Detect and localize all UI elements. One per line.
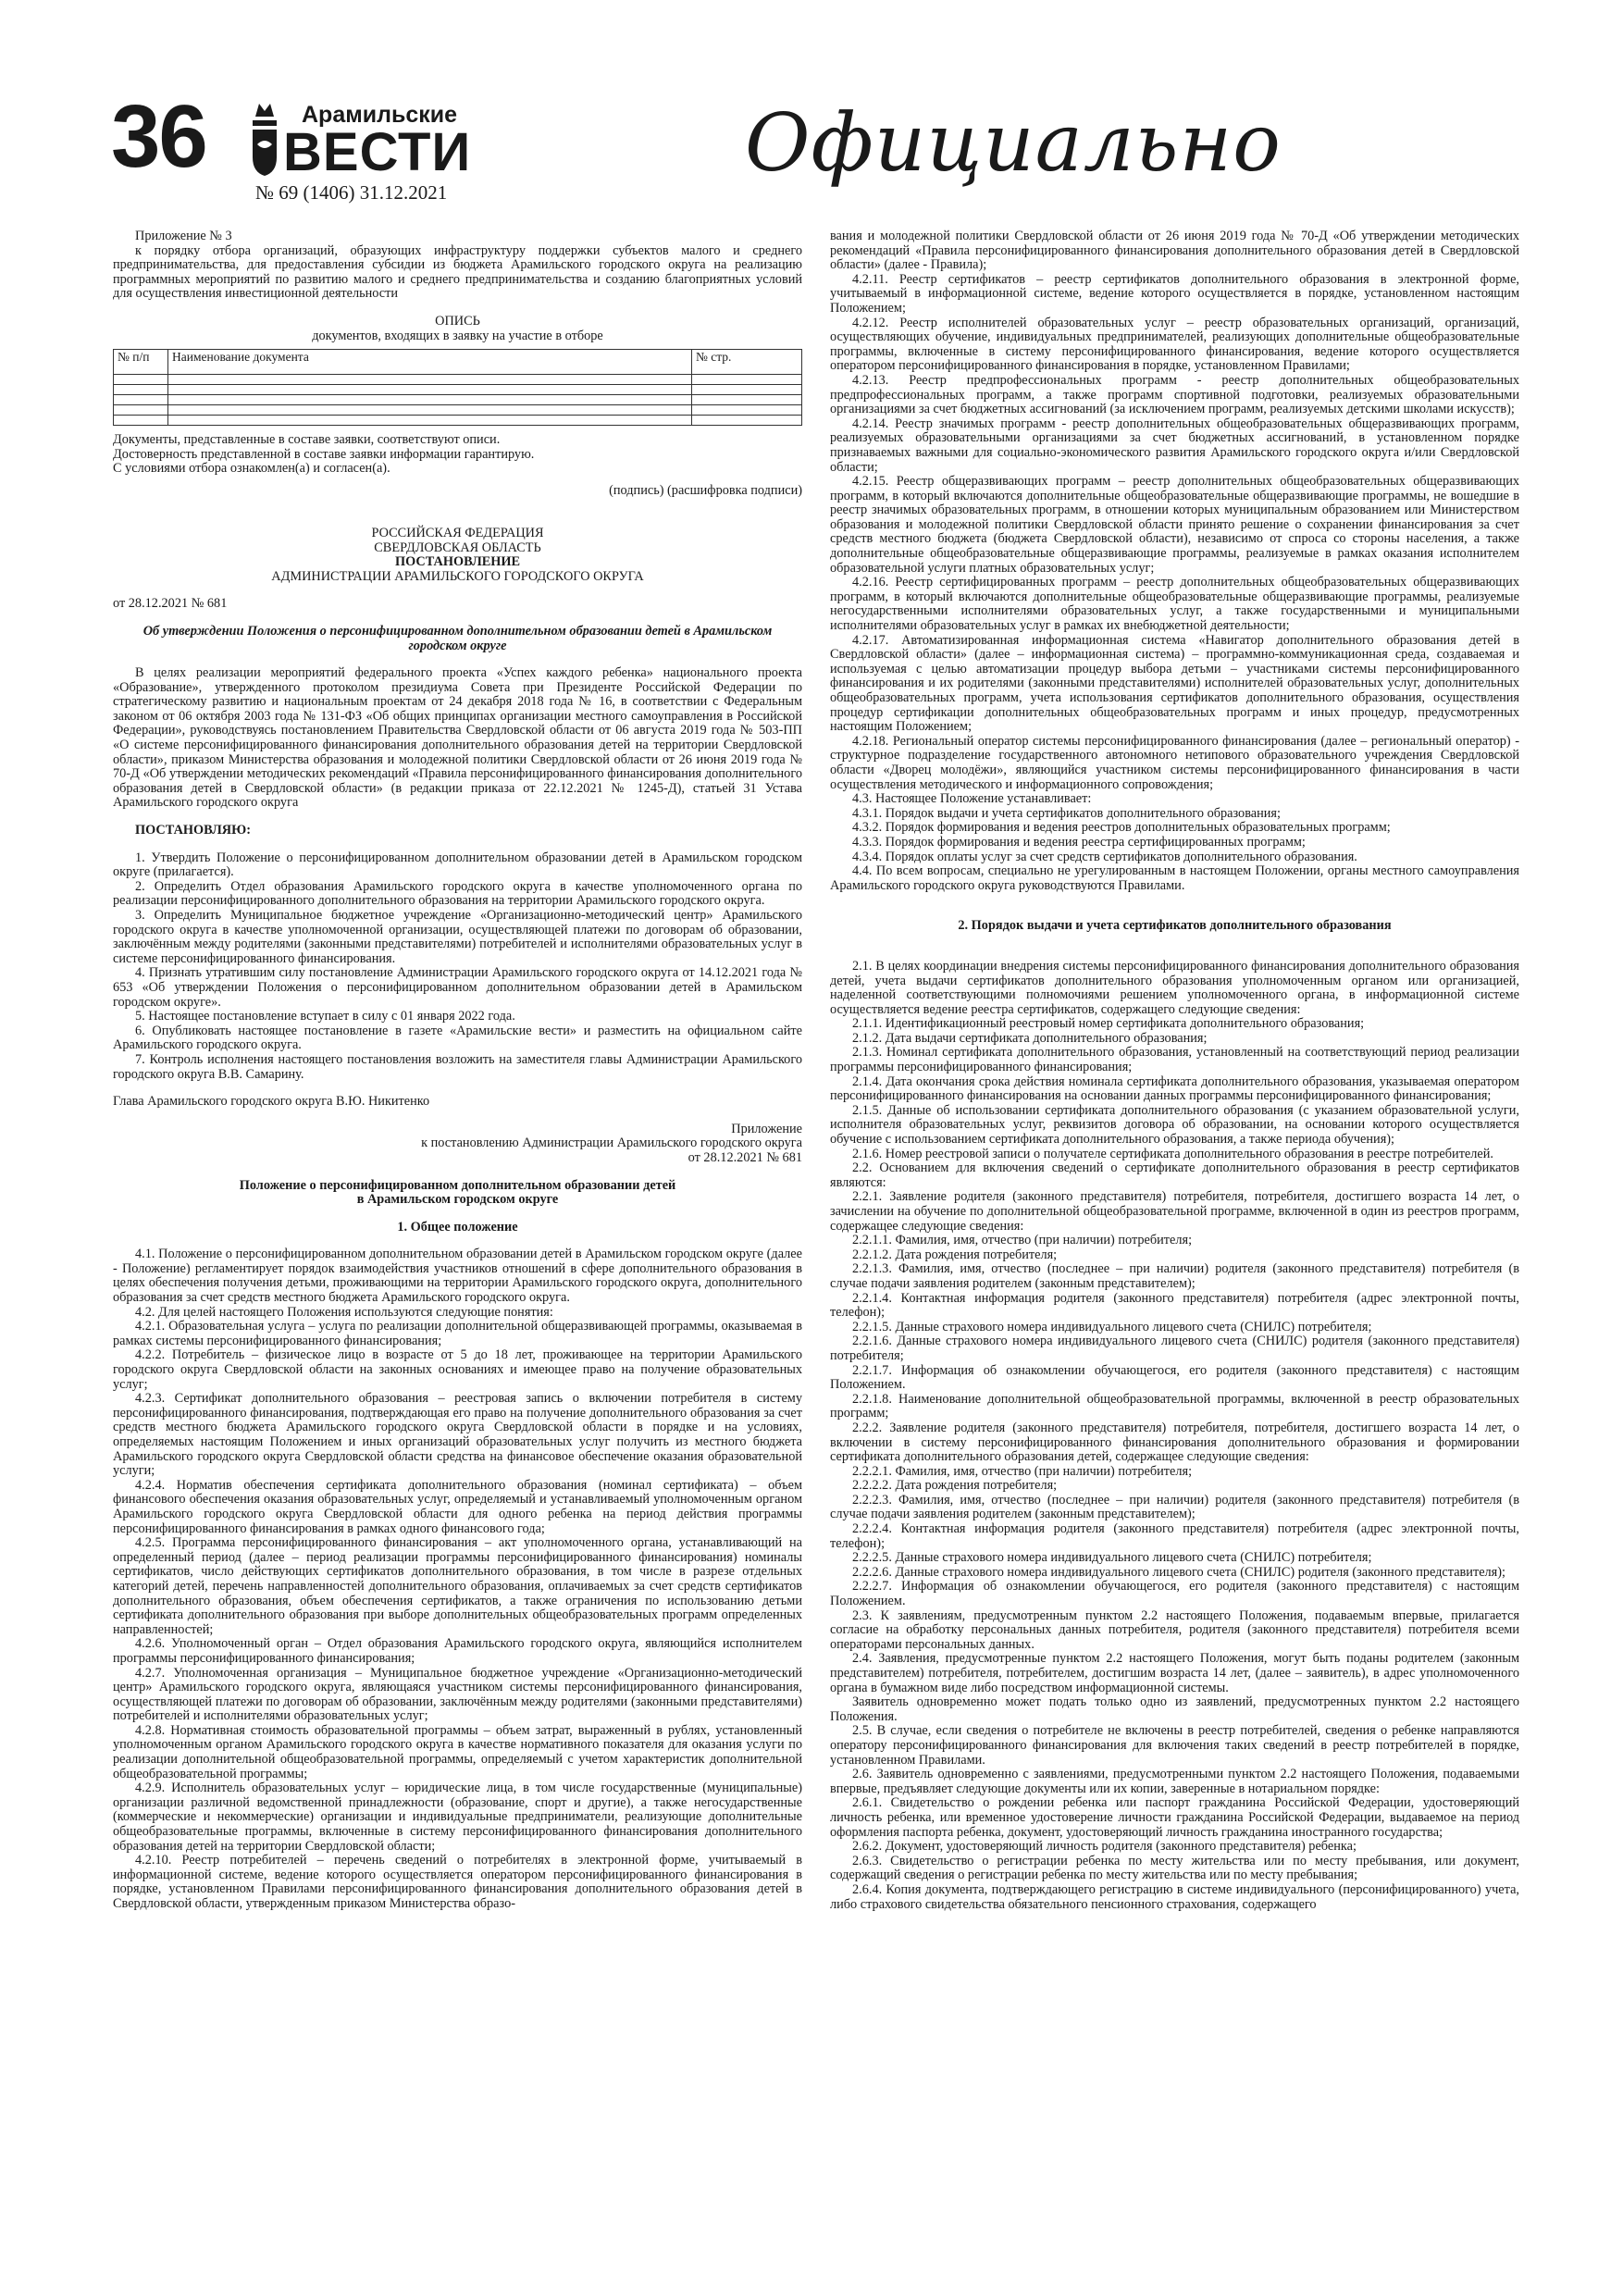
issue-number: № 69 (1406) 31.12.2021 (255, 181, 448, 204)
clause: 4.2.17. Автоматизированная информационная система «Навигатор дополнительного образования детей в Свердловской области» (далее – информационная система) – программно-коммуникационная среда, создаваемая и используемая с целью автоматизации процедур выбора детьми – участниками системы персонифицированного финансирования и их родителями (законными представителями) исполнителей образовательных услуг, дополнительных общеобразовательных программ, учета использования сертификатов дополнительного образования, осуществления процедур сертификации дополнительных общеобразовательных программ и иных процедур, предусмотренных настоящим Положением; (830, 632, 1519, 735)
clause: 2.2.1.7. Информация об ознакомлении обучающегося, его родителя (законного представителя) с настоящим Положением. (830, 1362, 1519, 1393)
clause: 2.6.3. Свидетельство о регистрации ребенка по месту жительства или по месту пребывания, или документ, содержащий сведения о регистрации ребенка по месту жительства или по месту пребывания; (830, 1853, 1519, 1883)
clause: 2.2.1.5. Данные страхового номера индивидуального лицевого счета (СНИЛС) потребителя; (852, 1319, 1372, 1334)
regulation-title: Положение о персонифицированном дополнительном образовании детей (239, 1177, 676, 1193)
clause: 2.5. В случае, если сведения о потребителе не включены в реестр потребителей, сведения о ребенке направляются оператору персонифицированного финансирования для включения таких сведений в реестр потребителей в порядке, установленном Правилами. (830, 1723, 1519, 1768)
appendix3-title: Приложение № 3 (135, 229, 232, 243)
decree-item: 6. Опубликовать настоящее постановление в газете «Арамильские вести» и разместить на официальном сайте Арамильского городского округа. (113, 1023, 802, 1053)
clause: 2.2.2.4. Контактная информация родителя (законного представителя) потребителя (адрес электронной почты, телефон); (830, 1521, 1519, 1551)
clause: 4.2.13. Реестр предпрофессиональных программ - реестр дополнительных общеобразовательных предпрофессиональных программ, а также программ спортивной подготовки, реализуемых образовательными организациями за счет бюджетных ассигнований (за исключением программ, реализуемых детскими школами искусств); (830, 372, 1519, 417)
clause: 2.1.3. Номинал сертификата дополнительного образования, установленный на соответствующий период реализации программы персонифицированного финансирования; (830, 1045, 1519, 1075)
appendix-line: к постановлению Администрации Арамильского городского округа (421, 1136, 802, 1151)
clause: 2.2.1.4. Контактная информация родителя (законного представителя) потребителя (адрес электронной почты, телефон); (830, 1290, 1519, 1321)
decree-item: 1. Утвердить Положение о персонифицированном дополнительном образовании детей в Арамильском городском округе (прилагается). (113, 850, 802, 880)
clause: 4.2. Для целей настоящего Положения используются следующие понятия: (135, 1304, 553, 1320)
clause: 4.1. Положение о персонифицированном дополнительном образовании детей в Арамильском городском округе (далее - Положение) регламентирует порядок взаимодействия участников отношений в сфере дополнительного образования в целях обеспечения получения детьми, проживающими на территории Арамильского городского округа, дополнительного образования за счет средств местного бюджета Арамильского городского округа. (113, 1247, 802, 1306)
table-row (114, 375, 802, 385)
clause: 4.2.12. Реестр исполнителей образовательных услуг – реестр образовательных организаций, организаций, осуществляющих обучение, индивидуальных предпринимателей, реализующих дополнительные общеобразовательные программы, включенные в систему персонифицированного финансирования, ведение которого осуществляется оператором персонифицированного финансирования в порядке, установленном Правилами; (830, 315, 1519, 374)
table-row (114, 385, 802, 395)
postanovlyayu: ПОСТАНОВЛЯЮ: (135, 823, 251, 838)
clause: 2.6.2. Документ, удостоверяющий личность родителя (законного представителя) ребенка; (852, 1839, 1357, 1855)
appendix3-text: к порядку отбора организаций, образующих инфраструктуру поддержки субъектов малого и среднего предпринимательства, для предоставления субсидии из бюджета Арамильского городского округа на реализацию программных мероприятий по развитию малого и среднего предпринимательства и созданию благоприятных условий для осуществления инвестиционной деятельности (113, 242, 802, 302)
opis-title: ОПИСЬ (435, 313, 480, 329)
signature-labels: (подпись) (расшифровка подписи) (609, 482, 802, 498)
clause: 4.2.7. Уполномоченная организация – Муниципальное бюджетное учреждение «Организационно-методический центр» Арамильского городского округа, являющаяся участником системы персонифицированного финансирования, осуществляющей платежи по договорам об образовании, заключённым между родителями (законными представителями) потребителей и исполнителями образовательных услуг; (113, 1665, 802, 1724)
clause: 4.2.18. Региональный оператор системы персонифицированного финансирования (далее – региональный оператор) - структурное подразделение государственного автономного нетипового образовательного учреждения Свердловской области «Дворец молодёжи», являющийся участником системы персонифицированного финансирования в части осуществления методического и информационного сопровождения; (830, 733, 1519, 792)
clause: 2.4. Заявления, предусмотренные пунктом 2.2 настоящего Положения, могут быть поданы родителем (законным представителем) потребителя, потребителем, достигшим возраста 14 лет, (далее – заявитель), в адрес уполномоченного органа в бумажном виде либо посредством информационной системы. (830, 1651, 1519, 1695)
signature-block (113, 477, 802, 514)
table-row (114, 405, 802, 416)
clause: 4.2.14. Реестр значимых программ - реестр дополнительных общеобразовательных общеразвивающих программ, реализуемых образовательными организациями за счет бюджетных ассигнований, в установленном порядке признаваемых важными для социально-экономического развития Арамильского городского округа и/или Свердловской области; (830, 416, 1519, 475)
decree-item: 7. Контроль исполнения настоящего постановления возложить на заместителя главы Администрации Арамильского городского округа В.В. Самарину. (113, 1051, 802, 1082)
table-header: Наименование документа (168, 350, 692, 375)
clause: 2.1.4. Дата окончания срока действия номинала сертификата дополнительного образования, указываемая оператором персонифицированного финансирования на основании данных программы персонифицированного финансирования; (830, 1074, 1519, 1104)
decree-item: 4. Признать утратившим силу постановление Администрации Арамильского городского округа от 14.12.2021 года № 653 «Об утверждении Положения о персонифицированном дополнительном образовании детей в Арамильском городском округе». (113, 965, 802, 1010)
clause: 4.2.2. Потребитель – физическое лицо в возрасте от 5 до 18 лет, проживающее на территории Арамильского городского округа Свердловской области на законных основаниях и имеющее право на получение образовательных услуг; (113, 1347, 802, 1392)
rf-line: СВЕРДЛОВСКАЯ ОБЛАСТЬ (374, 540, 541, 555)
page-header (0, 0, 1623, 231)
rf-line: АДМИНИСТРАЦИИ АРАМИЛЬСКОГО ГОРОДСКОГО ОКРУГА (271, 568, 644, 584)
clause: 4.2.15. Реестр общеразвивающих программ – реестр дополнительных общеобразовательных общеразвивающих программ, в который включаются дополнительные общеобразовательные общеразвивающие программы, не вошедшие в реестр значимых образовательных программ, в отношении которых муниципальным образованием или Министерством образования и молодежной политики Свердловской области принято решение о сохранении финансирования за счет средств местного бюджета (бюджета Свердловской области), независимо от спроса со стороны населения, а также дополнительные общеобразовательные общеразвивающие программы, реализуемые в рамках оказания исполнителем образовательной услуги платных образовательных услуг; (830, 474, 1519, 576)
clause: 4.2.6. Уполномоченный орган – Отдел образования Арамильского городского округа, являющийся исполнителем программы персонифицированного финансирования; (113, 1636, 802, 1666)
clause: 4.2.8. Нормативная стоимость образовательной программы – объем затрат, выраженный в рублях, установленный уполномоченным органом Арамильского городского округа в качестве нормативного показателя для оказания услуги по реализации дополнительной общеобразовательной программы, определяемый с учетом характеристик дополнительной общеобразовательной программы; (113, 1722, 802, 1781)
page-number: 36 (111, 87, 206, 186)
table-row (114, 416, 802, 426)
decree-title: Об утверждении Положения о персонифицированном дополнительном образовании детей в Арамильском городском округе (142, 623, 773, 653)
brand-logo: ВЕСТИ (283, 122, 472, 182)
regulation-title: в Арамильском городском округе (356, 1192, 559, 1208)
clause: 2.3. К заявлениям, предусмотренным пунктом 2.2 настоящего Положения, подаваемым впервые, прилагается согласие на обработку персональных данных потребителя, родителя (законного представителя) потребителя всеми операторами персональных данных. (830, 1607, 1519, 1652)
clause: Заявитель одновременно может подать только одно из заявлений, предусмотренных пунктом 2.2 настоящего Положения. (830, 1694, 1519, 1724)
clause: 2.2.1.3. Фамилия, имя, отчество (последнее – при наличии) родителя (законного представителя) потребителя (в случае подачи заявления родителем (законным представителем); (830, 1261, 1519, 1291)
opis-subtitle: документов, входящих в заявку на участие в отборе (312, 328, 603, 343)
clause: 4.4. По всем вопросам, специально не урегулированным в настоящем Положении, органы местного самоуправления Арамильского городского округа руководствуются Правилами. (830, 863, 1519, 893)
clause: 2.2.2.6. Данные страхового номера индивидуального лицевого счета (СНИЛС) родителя (законного представителя); (852, 1564, 1505, 1580)
clause: 4.3.2. Порядок формирования и ведения реестров дополнительных образовательных программ; (852, 820, 1391, 836)
clause: 4.2.16. Реестр сертифицированных программ – реестр дополнительных общеобразовательных общеразвивающих программ, в который включаются дополнительные общеобразовательные общеразвивающие программы, реализуемые негосударственными исполнителями образовательных услуг, а также государственными и муниципальными исполнителями образовательных услуг в рамках их внебюджетной деятельности; (830, 575, 1519, 634)
clause: 2.1.1. Идентификационный реестровый номер сертификата дополнительного образования; (852, 1016, 1365, 1032)
table-row (114, 395, 802, 405)
clause: 4.2.4. Норматив обеспечения сертификата дополнительного образования (номинал сертификата) – объем финансового обеспечения оказания образовательных услуг, определяемый и устанавливаемый уполномоченным органом Арамильского городского округа Свердловской области для одного ребенка на период действия программы персонифицированного финансирования в рамках одного финансового года; (113, 1477, 802, 1536)
clause: 2.2.1.1. Фамилия, имя, отчество (при наличии) потребителя; (852, 1233, 1193, 1248)
decree-item: 5. Настоящее постановление вступает в силу с 01 января 2022 года. (135, 1009, 515, 1024)
section-heading: 2. Порядок выдачи и учета сертификатов дополнительного образования (958, 918, 1392, 934)
preamble: В целях реализации мероприятий федерального проекта «Успех каждого ребенка» национального проекта «Образование», утвержденного протоколом президиума Совета при Президенте Российской Федерации по стратегическому развитию и национальным проектам от 24 декабря 2018 года № 16, в соответствии с Федеральным законом от 06 октября 2003 года № 131-ФЗ «Об общих принципах организации местного самоуправления в Российской Федерации», руководствуясь постановлением Правительства Свердловской области от 06 августа 2019 года № 503-ПП «О системе персонифицированного финансирования дополнительного образования детей на территории Свердловской области», приказом Министерства образования и молодежной политики Свердловской области от 26 июня 2019 года № 70-Д «Об утверждении методических рекомендаций «Правила персонифицированного финансирования дополнительного образования детей в Свердловской области» (в редакции приказа от 22.12.2021 № 1245-Д), статьей 31 Устава Арамильского городского округа (113, 665, 802, 811)
section-title: Официально (745, 97, 1282, 190)
decree-item: 3. Определить Муниципальное бюджетное учреждение «Организационно-методический центр» Арамильского городского округа в качестве уполномоченной организации, осуществляющей платежи по договорам об образовании, заключённым между родителями (законными представителями) потребителей и исполнителями образовательных услуг в системе персонифицированного финансирования. (113, 908, 802, 966)
clause: 2.6. Заявитель одновременно с заявлениями, предусмотренными пунктом 2.2 настоящего Положения, подаваемыми впервые, предъявляет следующие документы или их копии, заверенные в нотариальном порядке: (830, 1767, 1519, 1796)
statement-line: С условиями отбора ознакомлен(а) и согласен(а). (113, 461, 390, 477)
statement-line: Достоверность представленной в составе заявки информации гарантирую. (113, 446, 535, 462)
clause: 4.2.1. Образовательная услуга – услуга по реализации дополнительной общеразвивающей программы, оказываемая в рамках системы персонифицированного финансирования; (113, 1319, 802, 1348)
table-header: № п/п (114, 350, 168, 375)
clause: 2.2.1.8. Наименование дополнительной общеобразовательной программы, включенной в реестр образовательных программ; (830, 1391, 1519, 1421)
rf-line: РОССИЙСКАЯ ФЕДЕРАЦИЯ (371, 525, 544, 540)
clause: 2.2.2.1. Фамилия, имя, отчество (при наличии) потребителя; (852, 1463, 1193, 1479)
clause: 2.1.6. Номер реестровой записи о получателе сертификата дополнительного образования в реестре потребителей. (852, 1146, 1493, 1161)
table-header: № стр. (692, 350, 802, 375)
clause: 2.2.1. Заявление родителя (законного представителя) потребителя, потребителя, достигшего возраста 14 лет, о зачислении на обучение по дополнительной общеобразовательной программе, включенной в один из реестров программ, содержащее следующие сведения: (830, 1189, 1519, 1234)
clause: 2.6.4. Копия документа, подтверждающего регистрацию в системе индивидуального (персонифицированного) учета, либо страхового свидетельства обязательного пенсионного страхования, содержащего (830, 1881, 1519, 1912)
clause: 4.2.9. Исполнитель образовательных услуг – юридические лица, в том числе государственные (муниципальные) организации различной ведомственной принадлежности (образование, спорт и другие), а также негосударственные (коммерческие и некоммерческие) организации и индивидуальные предприниматели, реализующие дополнительные общеобразовательные программы, включенные в систему персонифицированного финансирования дополнительного образования детей на территории Свердловской области; (113, 1781, 802, 1854)
head-signature: Глава Арамильского городского округа В.Ю. Никитенко (113, 1094, 430, 1110)
clause: 4.3.4. Порядок оплаты услуг за счет средств сертификатов дополнительного образования. (852, 849, 1357, 864)
clause: 2.1. В целях координации внедрения системы персонифицированного финансирования дополнительного образования детей, учета выдачи сертификатов дополнительного образования уполномоченным органом или организацией, наделенной соответствующими полномочиями решением уполномоченного органа, в информационной системе осуществляется ведение реестра сертификатов, содержащего следующие сведения: (830, 958, 1519, 1017)
coat-of-arms-icon (250, 100, 279, 178)
decree-date: от 28.12.2021 № 681 (113, 596, 228, 612)
clause: 2.2.2.7. Информация об ознакомлении обучающегося, его родителя (законного представителя) с настоящим Положением. (830, 1579, 1519, 1609)
clause: 2.2.1.2. Дата рождения потребителя; (852, 1247, 1058, 1262)
clause: 2.2.2.5. Данные страхового номера индивидуального лицевого счета (СНИЛС) потребителя; (852, 1550, 1372, 1566)
clause: 4.2.3. Сертификат дополнительного образования – реестровая запись о включении потребителя в систему персонифицированного финансирования, подтверждающая его право на получение дополнительного образования за счет средств местного бюджета Арамильского городского округа Свердловской области в порядке и на условиях, определяемых настоящим Положением и иных организаций образовательных услуг получить из местного бюджета Арамильского городского округа Свердловской области средства на финансовое обеспечение оказания образовательной услуги; (113, 1391, 802, 1479)
clause: 2.2.2.2. Дата рождения потребителя; (852, 1478, 1058, 1494)
right-column (830, 230, 1519, 1912)
decree-item: 2. Определить Отдел образования Арамильского городского округа в качестве уполномоченного органа по реализации персонифицированного дополнительного образования на территории Арамильского городского округа. (113, 878, 802, 909)
opis-table (113, 349, 802, 426)
clause: 4.2.10. Реестр потребителей – перечень сведений о потребителях в электронной форме, учитываемый в информационной системе, ведение которого осуществляется оператором персонифицированного финансирования в порядке, установленном Правилами персонифицированного финансирования дополнительного образования детей в Свердловской области, утвержденным приказом Министерства образо- (113, 1853, 802, 1911)
clause: 2.1.2. Дата выдачи сертификата дополнительного образования; (852, 1030, 1208, 1046)
clause: 4.3.3. Порядок формирования и ведения реестра сертифицированных программ; (852, 834, 1306, 850)
clause: 4.3.1. Порядок выдачи и учета сертификатов дополнительного образования; (852, 805, 1281, 821)
clause: вания и молодежной политики Свердловской области от 26 июня 2019 года № 70-Д «Об утверждении методических рекомендаций «Правила персонифицированного финансирования дополнительного образования детей в Свердловской области» (далее - Правила); (830, 229, 1519, 273)
section-heading: 1. Общее положение (397, 1219, 518, 1235)
clause: 2.6.1. Свидетельство о рождении ребенка или паспорт гражданина Российской Федерации, удостоверяющий личность ребенка, или временное удостоверение личности гражданина Российской Федерации, выдаваемое на период оформления паспорта ребенка, документ, удостоверяющий личность гражданина иностранного государства; (830, 1795, 1519, 1840)
brand-top: Арамильские (302, 102, 458, 128)
clause: 4.3. Настоящее Положение устанавливает: (852, 791, 1092, 807)
clause: 2.2. Основанием для включения сведений о сертификате дополнительного образования в реестр сертификатов являются: (830, 1160, 1519, 1190)
appendix-line: от 28.12.2021 № 681 (688, 1149, 802, 1165)
left-column (113, 230, 802, 1912)
clause: 2.2.1.6. Данные страхового номера индивидуального лицевого счета (СНИЛС) родителя (законного представителя) потребителя; (830, 1334, 1519, 1363)
clause: 4.2.5. Программа персонифицированного финансирования – акт уполномоченного органа, устанавливающий на определенный период (далее – период реализации программы персонифицированного финансирования) номиналы сертификатов, число действующих сертификатов дополнительного образования, в том числе в разрезе отдельных категорий детей, перечень направленностей дополнительного образования, оплачиваемых за счет средств сертификатов дополнительного образования, объем обеспечения сертификатов, а также ограничения по использованию детьми сертификата дополнительного образования при выборе дополнительных общеобразовательных программ определенных направленностей; (113, 1535, 802, 1637)
appendix-line: Приложение (731, 1121, 802, 1136)
clause: 2.2.2. Заявление родителя (законного представителя) потребителя, потребителя, достигшего возраста 14 лет, о включении в систему персонифицированного финансирования дополнительного образования и формировании сертификата дополнительного образования детей, содержащее следующие сведения: (830, 1420, 1519, 1465)
clause: 2.1.5. Данные об использовании сертификата дополнительного образования (с указанием образовательной услуги, исполнителя образовательных услуг, реквизитов договора об образовании, на основании которого осуществляется обучение с использованием сертификата дополнительного образования, а также периода обучения); (830, 1102, 1519, 1148)
decree-type: ПОСТАНОВЛЕНИЕ (394, 554, 521, 570)
statement-line: Документы, представленные в составе заявки, соответствуют описи. (113, 432, 501, 448)
clause: 4.2.11. Реестр сертификатов – реестр сертификатов дополнительного образования в электронной форме, учитываемый в информационной системе, ведение которого осуществляется в порядке, установленном настоящим Положением; (830, 271, 1519, 316)
clause: 2.2.2.3. Фамилия, имя, отчество (последнее – при наличии) родителя (законного представителя) потребителя (в случае подачи заявления родителем (законным представителем); (830, 1492, 1519, 1522)
